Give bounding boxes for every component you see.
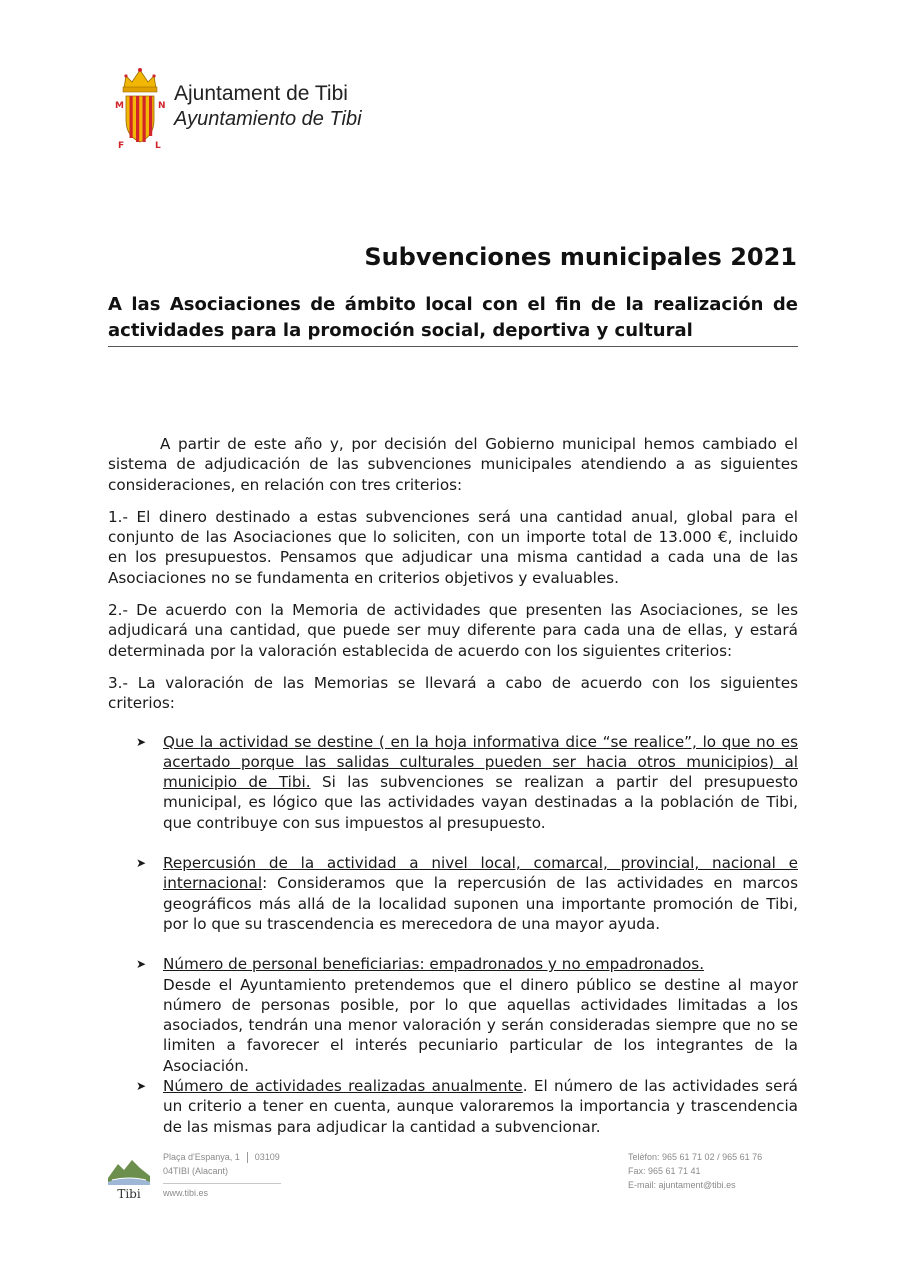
address-town: 04TIBI (Alacant) — [163, 1166, 229, 1176]
letterhead — [112, 66, 432, 150]
paragraph-1: 1.- El dinero destinado a estas subvenciones será una cantidad anual, global para el conjunto de las Asociaciones que lo soliciten, con un importe total de 13.000 €, incluido en los presupuestos. Pensamos que adjudicar una misma cantidad a cada una de las Asociaciones no se fundamenta en criterios objetivos y evaluables. — [108, 507, 798, 587]
paragraph-2: 2.- De acuerdo con la Memoria de actividades que presenten las Asociaciones, se les adjudicará una cantidad, que puede ser muy diferente para cada una de ellas, y estará determinada por la valoración establecida de acuerdo con los siguientes criterios: — [108, 601, 798, 660]
footer-address — [163, 1150, 280, 1178]
title-divider — [108, 346, 798, 347]
criteria-item-repercussion — [108, 853, 798, 934]
criteria-item-activity-count — [108, 1076, 798, 1137]
municipal-crest-icon — [112, 66, 168, 150]
tibi-landscape-logo-icon — [106, 1152, 152, 1200]
brand-text — [174, 81, 362, 131]
criteria-text: Desde el Ayuntamiento pretendemos que el dinero público se destine al mayor número de personas posible, por lo que aquellas actividades limitadas a los asociados, tendrán una menor valoración y serán consideradas siempre que no se limiten a favorecer el interés pecuniario particular de los integrantes de la Asociación. — [163, 975, 798, 1075]
document-title: Subvenciones municipales 2021 — [364, 243, 797, 271]
arrow-bullet-icon: ➤ — [136, 957, 147, 972]
footer-contact — [628, 1150, 762, 1192]
criteria-text: . El número de las actividades será un criterio a tener en cuenta, aunque valoraremos la importancia y trascendencia de las mismas para adjudicar la cantidad a subvencionar. — [163, 1077, 798, 1136]
contact-phone: Telèfon: 965 61 71 02 / 965 61 76 — [628, 1152, 763, 1162]
contact-fax: Fax: 965 61 71 41 — [628, 1166, 701, 1176]
document-subtitle: A las Asociaciones de ámbito local con el fin de la realización de actividades para la promoción social, deportiva y cultural — [108, 294, 798, 341]
footer-divider — [163, 1183, 281, 1184]
arrow-bullet-icon: ➤ — [136, 1079, 147, 1094]
arrow-bullet-icon: ➤ — [136, 734, 147, 749]
brand-line-spanish: Ayuntamiento de Tibi — [174, 108, 362, 130]
brand-line-valencian: Ajuntament de Tibi — [174, 82, 348, 105]
criteria-text: Si las subvenciones se realizan a partir del presupuesto municipal, es lógico que las actividades vayan destinadas a la población de Tibi, que contribuye con sus impuestos al presupuesto. — [163, 773, 798, 832]
criteria-heading: Que la actividad se destine ( en la hoja informativa dice “se realice”, lo que no es acertado porque las salidas culturales pueden ser hacia otros municipios) al municipio de Tibi. — [163, 732, 798, 792]
contact-email[interactable]: E-mail: ajuntament@tibi.es — [628, 1180, 736, 1190]
criteria-heading: Número de actividades realizadas anualmente — [163, 1077, 523, 1096]
criteria-item-beneficiaries — [108, 954, 798, 1076]
paragraph-3: 3.- La valoración de las Memorias se llevará a cabo de acuerdo con los siguientes criterios: — [108, 673, 798, 713]
intro-paragraph: A partir de este año y, por decisión del Gobierno municipal hemos cambiado el sistema de adjudicación de las subvenciones municipales atendiendo a as siguientes consideraciones, en relación con tres criterios: — [108, 435, 798, 494]
footer-logo-text: Tibi — [117, 1187, 141, 1200]
criteria-text: : Consideramos que la repercusión de las actividades en marcos geográficos más allá de la localidad suponen una importante promoción de Tibi, por lo que su trascendencia es merecedora de una mayor ayuda. — [163, 874, 798, 933]
crest-letter-n: N — [158, 101, 166, 111]
address-street: Plaça d'Espanya, 1 — [163, 1152, 240, 1162]
address-postcode: 03109 — [254, 1152, 280, 1162]
criteria-list — [108, 732, 798, 1137]
criteria-item-destination — [108, 732, 798, 833]
document-body — [108, 434, 798, 1137]
criteria-heading: Repercusión de la actividad a nivel local, comarcal, provincial, nacional e internacional — [163, 854, 798, 893]
footer-website-link[interactable]: www.tibi.es — [163, 1188, 209, 1198]
arrow-bullet-icon: ➤ — [136, 856, 147, 871]
crest-letter-m: M — [115, 101, 124, 111]
crest-letter-f: F — [118, 141, 125, 150]
criteria-heading: Número de personal beneficiarias: empadronados y no empadronados. — [163, 955, 705, 974]
crest-letter-l: L — [155, 141, 161, 150]
